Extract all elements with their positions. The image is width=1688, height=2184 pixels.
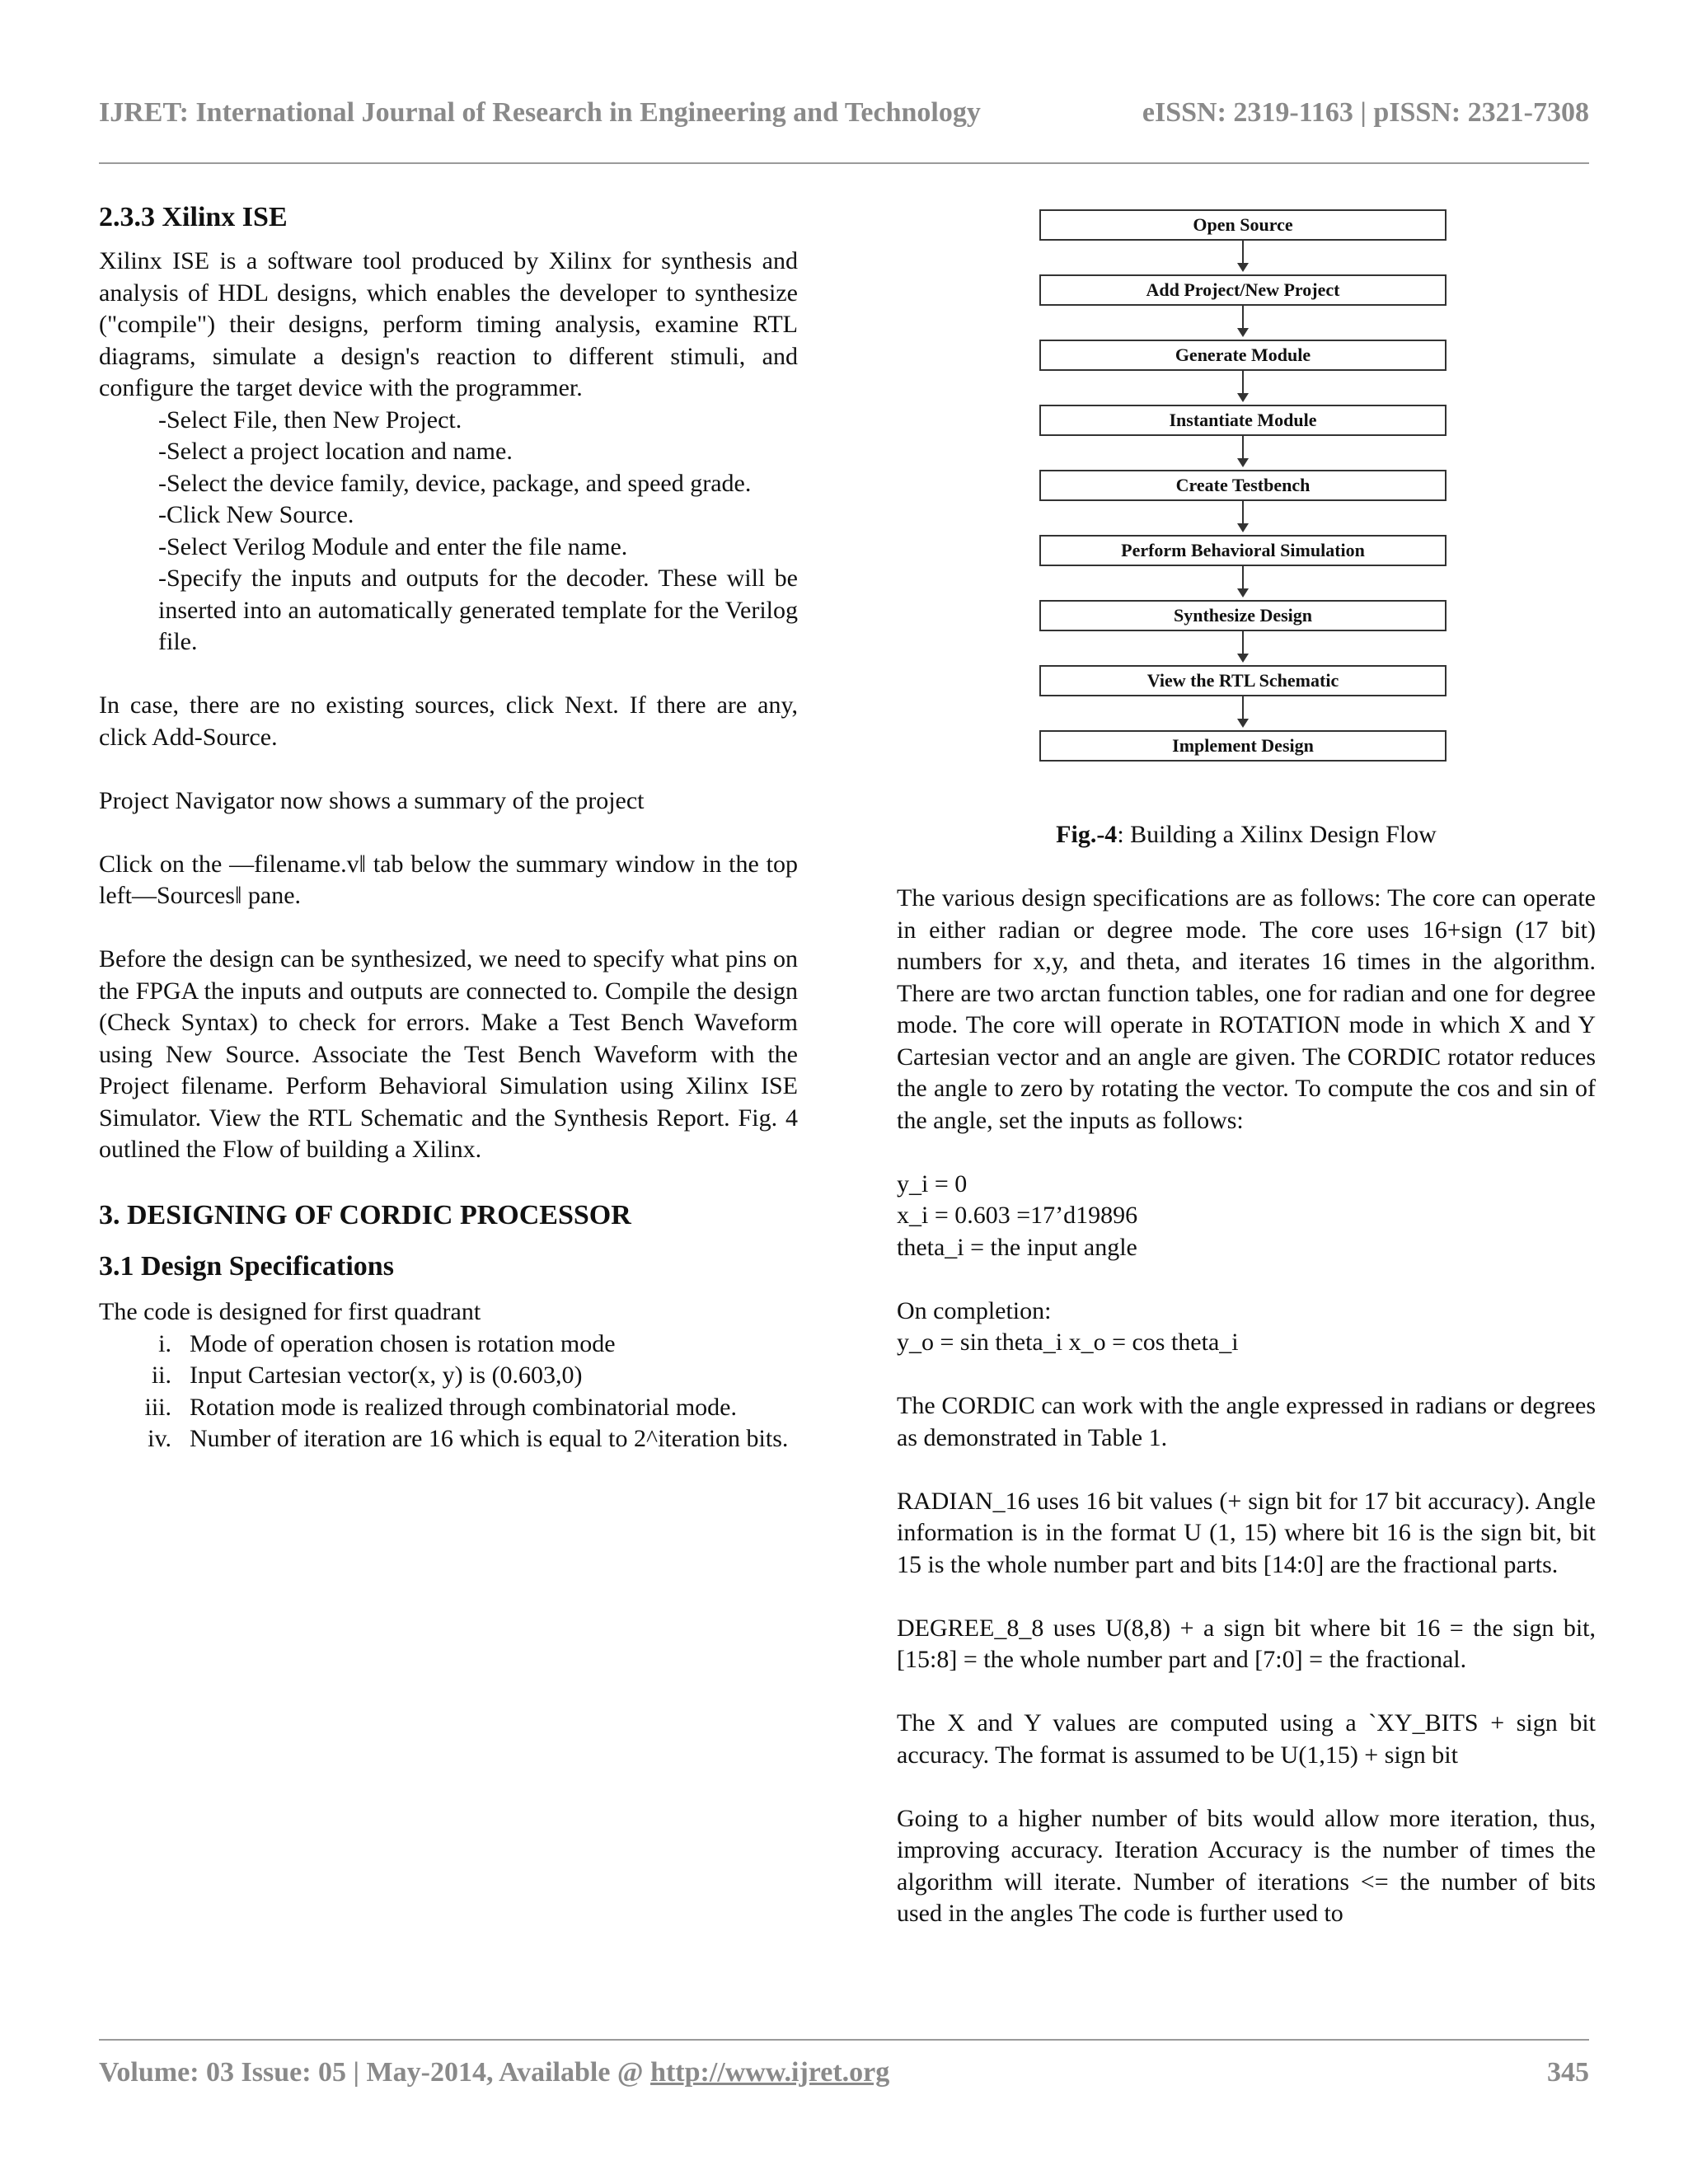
paragraph-before-synthesis: Before the design can be synthesized, we need to specify what pins on the FPGA the inputs and outputs are connected to. Compile the design (Check Syntax) to check for errors. Make a Test Bench Waveform using New Source. Associate the Test Bench Waveform with the Project filename. Perform Behavioral Simulation using Xilinx ISE Simulator. View the RTL Schematic and the Synthesis Report. Fig. 4 outlined the Flow of building a Xilinx. [99, 945, 798, 1163]
list-item [99, 1329, 798, 1361]
flow-arrow [1242, 696, 1244, 726]
paragraph-no-sources: In case, there are no existing sources, click Next. If there are any, click Add-Source. [99, 691, 798, 751]
flow-arrow [1242, 501, 1244, 531]
footer-divider [99, 2039, 1589, 2041]
page-footer [99, 2057, 1589, 2088]
step-item: -Select the device family, device, package, and speed grade. [158, 469, 752, 497]
flow-box-instantiate-module: Instantiate Module [1039, 405, 1447, 436]
journal-url-link[interactable]: http://www.ijret.org [650, 2057, 890, 2088]
flow-arrow [1242, 241, 1244, 270]
list-item [99, 1423, 798, 1455]
step-item: -Select File, then New Project. [158, 405, 462, 434]
list-text: Rotation mode is realized through combinatorial mode. [190, 1393, 737, 1421]
step-item: -Specify the inputs and outputs for the decoder. These will be inserted into an automatically generated template for the Verilog file. [158, 565, 798, 655]
list-number: iv. [148, 1425, 171, 1452]
formula-line: y_i = 0 [897, 1169, 968, 1197]
paragraph-higher-bits: Going to a higher number of bits would allow more iteration, thus, improving accuracy. Iteration Accuracy is the number of times the algorithm will iterate. Number of iterations <= the number of bits used in the angles The code is further used to [897, 1804, 1596, 1927]
figure-caption-text: : Building a Xilinx Design Flow [1117, 821, 1437, 848]
formula-line: x_i = 0.603 =17’d19896 [897, 1202, 1138, 1229]
right-column [897, 199, 1596, 1930]
volume-text: Volume: 03 Issue: 05 | May-2014, Available @ [99, 2057, 651, 2088]
page-number: 345 [1547, 2057, 1589, 2088]
formula-line: On completion: [897, 1296, 1052, 1324]
formula-line: y_o = sin theta_i x_o = cos theta_i [897, 1329, 1239, 1356]
flow-box-implement-design: Implement Design [1039, 730, 1447, 762]
journal-title: IJRET: International Journal of Research in Engineering and Technology [99, 97, 981, 128]
flow-arrow [1242, 306, 1244, 335]
page-header [99, 97, 1589, 129]
flow-arrow [1242, 631, 1244, 661]
list-text: Input Cartesian vector(x, y) is (0.603,0) [190, 1361, 583, 1389]
flow-arrow [1242, 566, 1244, 596]
paragraph-cordic-angle: The CORDIC can work with the angle expressed in radians or degrees as demonstrated in Table 1. [897, 1392, 1596, 1451]
list-text: Number of iteration are 16 which is equal to 2^iteration bits. [190, 1425, 789, 1452]
step-list [158, 405, 798, 658]
list-number: i. [158, 1329, 171, 1357]
flow-box-generate-module: Generate Module [1039, 340, 1447, 371]
list-text: Mode of operation chosen is rotation mode [190, 1329, 616, 1357]
completion-output [897, 1296, 1596, 1359]
step-item: -Select Verilog Module and enter the file name. [158, 532, 628, 560]
spec-list [99, 1329, 798, 1455]
paragraph-project-navigator: Project Navigator now shows a summary of the project [99, 786, 645, 814]
section-heading-xilinx-ise: 2.3.3 Xilinx ISE [99, 202, 288, 232]
header-divider [99, 162, 1589, 164]
design-flow-diagram [897, 199, 1596, 809]
paragraph-radian16: RADIAN_16 uses 16 bit values (+ sign bit for 17 bit accuracy). Angle information is in the format U (1, 15) where bit 16 is the sign bit, bit 15 is the whole number part and bits [14:0] are the fractional parts. [897, 1487, 1596, 1578]
figure-caption [897, 819, 1596, 851]
figure-label: Fig.-4 [1056, 821, 1118, 848]
issn-text: eISSN: 2319-1163 | pISSN: 2321-7308 [1142, 97, 1589, 128]
formula-line: theta_i = the input angle [897, 1233, 1137, 1261]
list-number: ii. [151, 1361, 171, 1389]
input-settings [897, 1169, 1596, 1264]
paragraph-first-quadrant: The code is designed for first quadrant [99, 1298, 481, 1325]
flow-box-create-testbench: Create Testbench [1039, 470, 1447, 501]
paragraph-xilinx-intro: Xilinx ISE is a software tool produced by Xilinx for synthesis and analysis of HDL designs, which enables the developer to synthesize ("compile") their designs, perform timing analysis, examine RTL diagrams, simulate a design's reaction to different stimuli, and configure the target device with the programmer. [99, 247, 798, 401]
paragraph-degree88: DEGREE_8_8 uses U(8,8) + a sign bit where bit 16 = the sign bit, [15:8] = the whole number part and [7:0] = the fractional. [897, 1614, 1596, 1673]
footer-volume [99, 2057, 889, 2088]
list-item [99, 1360, 798, 1392]
flow-box-rtl-schematic: View the RTL Schematic [1039, 665, 1447, 696]
list-item [99, 1392, 798, 1424]
flow-box-synthesize-design: Synthesize Design [1039, 600, 1447, 631]
flow-box-add-project: Add Project/New Project [1039, 274, 1447, 306]
step-item: -Click New Source. [158, 501, 354, 528]
flow-box-open-source: Open Source [1039, 209, 1447, 241]
left-column [99, 199, 798, 1455]
section-heading-cordic: 3. DESIGNING OF CORDIC PROCESSOR [99, 1200, 631, 1230]
flow-arrow [1242, 436, 1244, 466]
flow-arrow [1242, 371, 1244, 401]
subsection-heading-design-spec: 3.1 Design Specifications [99, 1251, 394, 1282]
paragraph-filename-tab: Click on the ―filename.v‖ tab below the summary window in the top left―Sources‖ pane. [99, 850, 798, 909]
step-item: -Select a project location and name. [158, 438, 513, 465]
paragraph-xy-bits: The X and Y values are computed using a `XY_BITS + sign bit accuracy. The format is assumed to be U(1,15) + sign bit [897, 1709, 1596, 1769]
paragraph-design-specs: The various design specifications are as follows: The core can operate in either radian or degree mode. The core uses 16+sign (17 bit) numbers for x,y, and theta, and iterates 16 times in the algorithm. There are two arctan function tables, one for radian and one for degree mode. The core will operate in ROTATION mode in which X and Y Cartesian vector and an angle are given. The CORDIC rotator reduces the angle to zero by rotating the vector. To compute the cos and sin of the angle, set the inputs as follows: [897, 884, 1596, 1134]
list-number: iii. [144, 1393, 171, 1421]
flow-box-behavioral-simulation: Perform Behavioral Simulation [1039, 535, 1447, 566]
